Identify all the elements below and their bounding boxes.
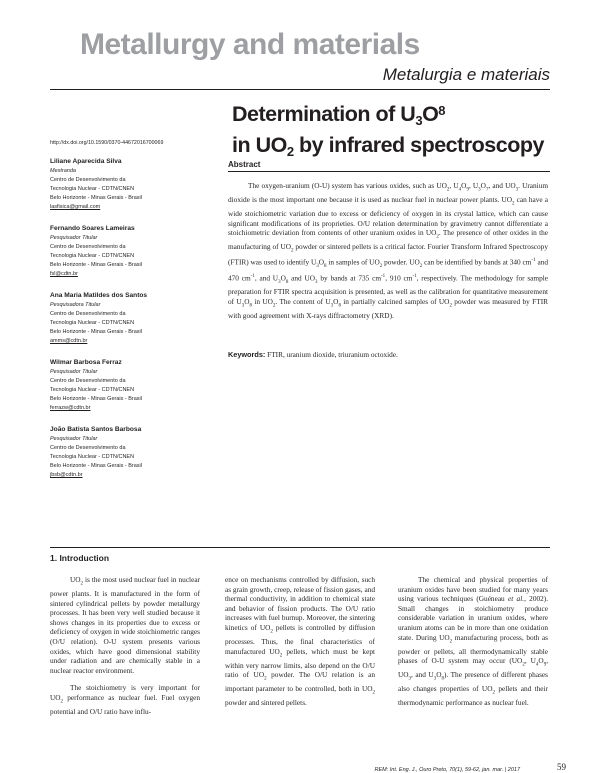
author-affiliation: Tecnologia Nuclear - CDTN/CNEN [50, 320, 135, 326]
author-location: Belo Horizonte - Minas Gerais - Brasil [50, 463, 143, 469]
author-affiliation: Centro de Desenvolvimento da [50, 177, 126, 183]
author-block [50, 425, 225, 480]
keywords-label: Keywords: [228, 350, 266, 359]
doi-link[interactable]: http://dx.doi.org/10.1590/0370-44672016700069 [50, 140, 164, 146]
intro-column-2 [225, 575, 375, 716]
author-block [50, 157, 225, 212]
author-email-link[interactable]: ferrazw@cdtn.br [50, 405, 91, 411]
keywords [228, 350, 548, 360]
author-affiliation: Centro de Desenvolvimento da [50, 311, 126, 317]
author-role: Mestranda [50, 168, 76, 174]
author-location: Belo Horizonte - Minas Gerais - Brasil [50, 195, 143, 201]
intro-column-1 [50, 575, 200, 725]
author-name: Ana Maria Matildes dos Santos [50, 292, 148, 299]
author-block [50, 291, 225, 346]
author-role: Pesquisador Titular [50, 235, 98, 241]
author-affiliation: Centro de Desenvolvimento da [50, 378, 126, 384]
author-affiliation: Tecnologia Nuclear - CDTN/CNEN [50, 253, 135, 259]
author-location: Belo Horizonte - Minas Gerais - Brasil [50, 396, 143, 402]
author-list [50, 157, 225, 492]
author-affiliation: Centro de Desenvolvimento da [50, 244, 126, 250]
author-affiliation: Tecnologia Nuclear - CDTN/CNEN [50, 186, 135, 192]
author-role: Pesquisador Titular [50, 436, 98, 442]
author-email-link[interactable]: jbsb@cdtn.br [50, 472, 83, 478]
paragraph: ence on mechanisms controlled by diffusion, such as grain growth, creep, release of fission gases, and thermal conductivity, in addition to chemical state and behavior of fission products. The O/U ratio increases with fuel burnup. Moreover, the sintering kinetics of $UO_2$ pellets is controlled by diffusion processes. Thus, the final characteristics of manufactured $UO_2$ pellets, which must be kept within very narrow limits, also depend on the O/U ratio of $UO_2$ powder. The O/U relation is an important parameter to be controlled, both in $UO_2$ powder and sintered pellets. [225, 575, 375, 708]
author-name: Fernando Soares Lameiras [50, 225, 135, 232]
author-email-link[interactable]: fsl@cdtn.br [50, 271, 78, 277]
author-block [50, 358, 225, 413]
intro-column-3 [398, 575, 548, 716]
author-role: Pesquisadora Titular [50, 302, 101, 308]
abstract-heading: Abstract [228, 160, 261, 169]
section-subtitle: Metalurgia e materiais [382, 65, 550, 84]
abstract-text: The oxygen-uranium (O-U) system has various oxides, such as $UO_2$, $U_4O_9$, $U_3O_7$, and $UO_3$. Uranium dioxide is the most important one because it is used as nuclear fuel in nuclear power plants. $UO_2$ can have a wide stoichiometric variation due to excess or deficiency of oxygen in its crystal lattice, which can cause significant modifications of its proprieties. O/U relation determination by gravimetry cannot differentiate a stoichiometric deviation from contents of other uranium oxides in $UO_2$. The presence of other oxides in the manufacturing of $UO_2$ powder or sintered pellets is a critical factor. Fourier Transform Infrared Spectroscopy (FTIR) was used to identify $U_3O_8$ in samples of $UO_2$ powder. $UO_2$ can be identified by bands at 340 $cm^{-1}$ and 470 $cm^{-1}$, and $U_3O_8$ and $UO_3$ by bands at 735 $cm^{-1}$, 910 $cm^{-1}$, respectively. The methodology for sample preparation for FTIR spectra acquisition is presented, as well as the calibration for quantitative measurement of $U_3O_8$ in $UO_2$. The content of $U_3O_8$ in partially calcined samples of $UO_2$ powder was measured by FTIR with good agreement with X-rays diffractometry (XRD). [228, 181, 549, 320]
author-name: Wilmar Barbosa Ferraz [50, 359, 122, 366]
intro-divider [50, 547, 550, 548]
author-role: Pesquisador Titular [50, 369, 98, 375]
header-divider [50, 89, 550, 90]
author-block [50, 224, 225, 279]
article-title: Determination of $U_3O^8$ in $UO_2$ by infrared spectroscopy [232, 102, 544, 159]
paragraph: The stoichiometry is very important for $UO_2$ performance as nuclear fuel. Fuel oxygen potential and O/U ratio have influ- [50, 683, 200, 717]
paragraph: $UO_2$ is the most used nuclear fuel in nuclear power plants. It is manufactured in the form of sintered cylindrical pellets by powder metallurgy processes. It has been very well studied because it shows changes in its properties due to excess or deficiency of oxygen in wide stoichiometric ranges (O/U relation). O-U system presents various oxides, which have good dimensional stability under radiation and are chemically stable in a nuclear reactor environment. [50, 575, 200, 675]
keywords-text: FTIR, uranium dioxide, triuranium octoxide. [265, 350, 398, 359]
footer-citation: REM: Int. Eng. J., Ouro Preto, 70(1), 59-62, jan. mar. | 2017 [374, 767, 520, 773]
abstract-divider [228, 171, 550, 172]
author-location: Belo Horizonte - Minas Gerais - Brasil [50, 329, 143, 335]
page-number: 59 [557, 762, 566, 772]
author-email-link[interactable]: amms@cdtn.br [50, 338, 88, 344]
paragraph: The chemical and physical properties of uranium oxides have been studied for many years using various techniques (Guéneau et al., 2002). Small changes in stoichiometry produce considerable variation in uranium oxides, where uranium atoms can be in more than one oxidation state. During $UO_2$ manufacturing process, both as powder or pellets, all thermodynamically stable phases of O-U system may occur ($UO_2$, $U_4O_9$, $UO_3$, and $U_3O_8$). The presence of different phases also changes properties of $UO_2$ pellets and their thermodynamic performance as nuclear fuel. [398, 575, 549, 708]
author-affiliation: Tecnologia Nuclear - CDTN/CNEN [50, 454, 135, 460]
author-affiliation: Tecnologia Nuclear - CDTN/CNEN [50, 387, 135, 393]
section-title: Metallurgy and materials [80, 28, 420, 61]
author-name: Liliane Aparecida Silva [50, 158, 122, 165]
author-email-link[interactable]: lasfisica@gmail.com [50, 204, 101, 210]
author-name: João Batista Santos Barbosa [50, 426, 142, 433]
author-location: Belo Horizonte - Minas Gerais - Brasil [50, 262, 143, 268]
author-affiliation: Centro de Desenvolvimento da [50, 445, 126, 451]
intro-heading: 1. Introduction [50, 553, 110, 563]
